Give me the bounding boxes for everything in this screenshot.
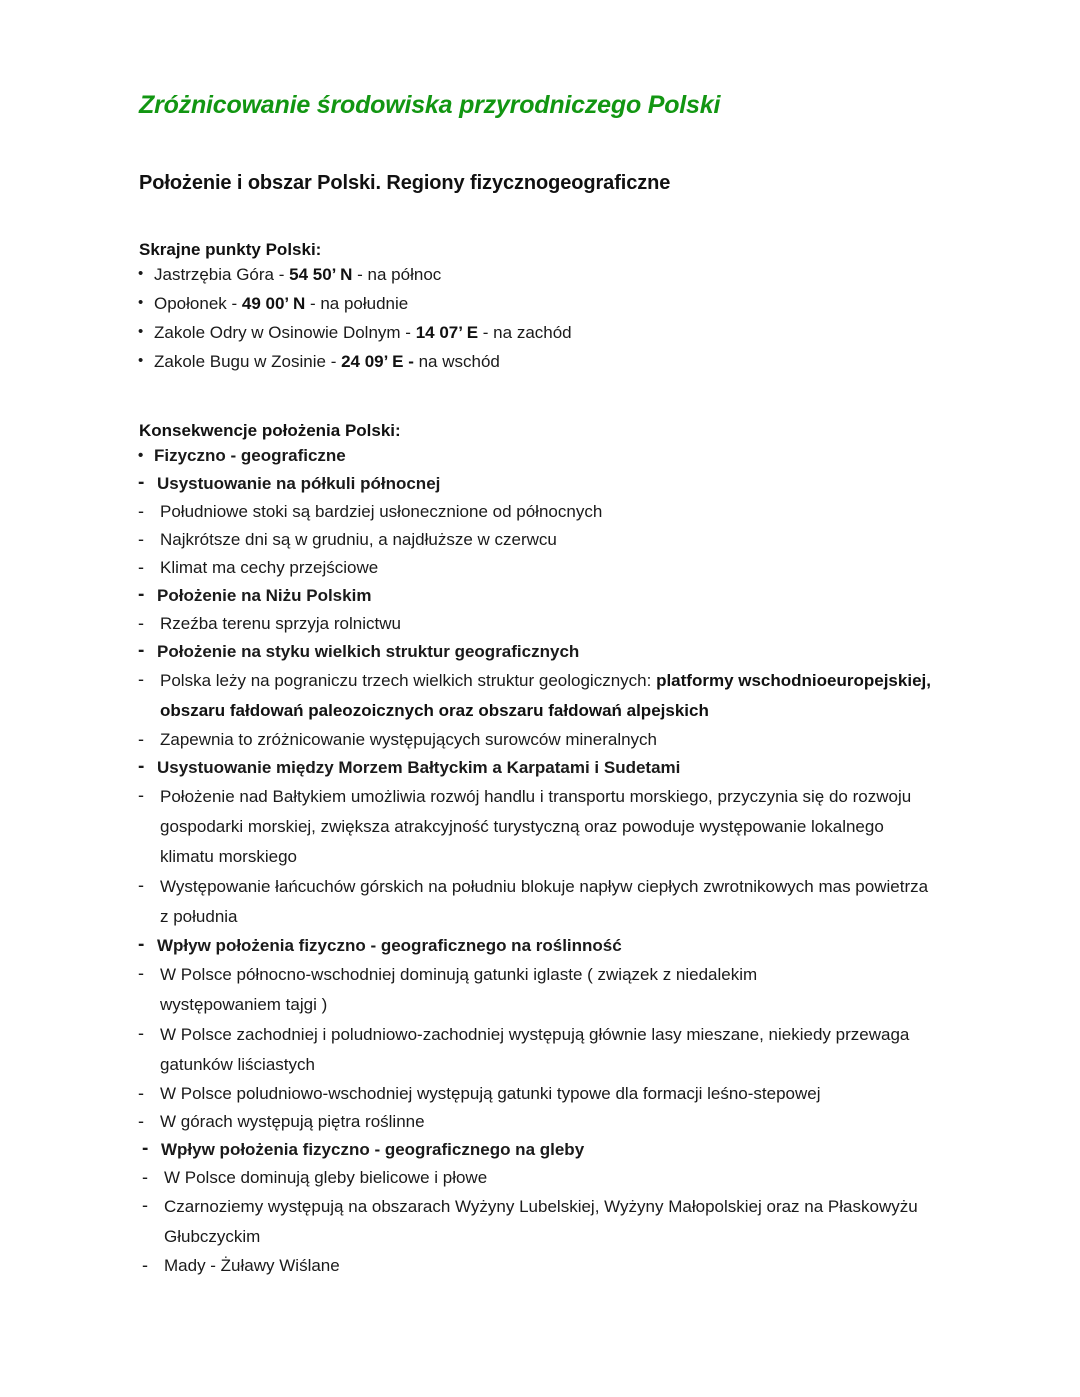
point-list (138, 610, 940, 638)
dash-icon: - (138, 962, 144, 983)
group-title-label: Usystuowanie między Morzem Bałtyckim a Karpatami i Sudetami (157, 757, 681, 777)
group-points (138, 782, 940, 932)
list-item-category (138, 442, 940, 470)
dash-icon: - (138, 1082, 144, 1103)
point-list (142, 1164, 940, 1280)
point-text: Klimat ma cechy przejściowe (160, 557, 379, 577)
list-item (142, 1192, 924, 1252)
point-direction: - na południe (305, 294, 409, 314)
dash-icon: - (138, 528, 144, 549)
list-item (138, 960, 880, 1020)
list-item (142, 1164, 940, 1192)
point-list (138, 498, 940, 582)
dash-icon: - (138, 612, 144, 633)
group-points (138, 666, 940, 754)
point-text: Południowe stoki są bardziej usłonecznione od północnych (160, 501, 603, 521)
point-text: Występowanie łańcuchów górskich na południu blokuje napływ ciepłych zwrotnikowych mas powietrza z południa (160, 876, 929, 926)
subheading-consequences: Konsekwencje położenia Polski: (139, 421, 401, 441)
list-item (138, 289, 940, 318)
list-item (138, 260, 940, 289)
point-text: W Polsce zachodniej i poludniowo-zachodniej występują głównie lasy mieszane, niekiedy przewaga gatunków liściastych (160, 1024, 910, 1074)
dash-icon: - (138, 500, 144, 521)
dash-icon: - (142, 1166, 148, 1187)
list-item (138, 554, 940, 582)
point-text: Mady - Żuławy Wiślane (164, 1255, 340, 1275)
group-title-label: Wpływ położenia fizyczno - geograficznego na roślinność (157, 935, 622, 955)
point-direction: - na północ (352, 265, 442, 285)
group-points (142, 1164, 940, 1280)
list-item (138, 526, 940, 554)
point-place: Jastrzębia Góra - (154, 265, 290, 285)
point-text: W Polsce północno-wschodniej dominują gatunki iglaste ( związek z niedalekim występowaniem tajgi ) (160, 964, 758, 1014)
dash-icon: - (142, 1194, 148, 1215)
group-title (138, 638, 940, 666)
dash-icon: - (138, 755, 145, 777)
point-text-prefix: Polska leży na pograniczu trzech wielkich struktur geologicznych: (160, 670, 657, 690)
point-text: W górach występują piętra roślinne (160, 1111, 425, 1131)
point-text: W Polsce dominują gleby bielicowe i płowe (164, 1167, 488, 1187)
dash-icon: - (138, 784, 144, 805)
bullet-icon: • (138, 446, 144, 464)
list-item (138, 498, 940, 526)
group-title-soils (142, 1136, 940, 1164)
point-list (138, 960, 940, 1136)
list-item (138, 872, 940, 932)
point-list (138, 666, 940, 754)
group-title-label: Wpływ położenia fizyczno - geograficznego na gleby (161, 1139, 585, 1159)
point-place: Opołonek - (154, 294, 242, 314)
group-points (138, 498, 940, 582)
consequences-groups (138, 470, 940, 1136)
point-direction: na wschód (413, 352, 500, 372)
point-text: Zapewnia to zróżnicowanie występujących surowców mineralnych (160, 729, 658, 749)
dash-icon: - (138, 1110, 144, 1131)
point-text: Najkrótsze dni są w grudniu, a najdłuższe w czerwcu (160, 529, 557, 549)
list-item (138, 666, 940, 726)
list-item (138, 347, 940, 376)
point-text: W Polsce poludniowo-wschodniej występują gatunki typowe dla formacji leśno-stepowej (160, 1083, 821, 1103)
point-coordinate: 24 09’ E - (341, 352, 414, 372)
group-title-label: Położenie na styku wielkich struktur geograficznych (157, 641, 580, 661)
subheading-extreme-points: Skrajne punkty Polski: (139, 240, 322, 259)
group-title (138, 754, 940, 782)
bullet-icon: • (138, 323, 144, 341)
category-label: Fizyczno - geograficzne (154, 445, 346, 465)
group-title (138, 470, 940, 498)
list-item (138, 1080, 940, 1108)
group-title (138, 932, 940, 960)
bullet-icon: • (138, 265, 144, 283)
list-item (138, 1108, 940, 1136)
group-points (138, 610, 940, 638)
dash-icon: - (138, 668, 144, 689)
bullet-icon: • (138, 294, 144, 312)
group-list (138, 470, 940, 1136)
section-heading: Położenie i obszar Polski. Regiony fizycznogeograficzne (139, 172, 671, 194)
group-title-label: Położenie na Niżu Polskim (157, 585, 372, 605)
group-points (138, 960, 940, 1136)
dash-icon: - (138, 583, 145, 605)
dash-icon: - (142, 1254, 148, 1275)
dash-icon: - (138, 933, 145, 955)
list-item (138, 726, 940, 754)
dash-icon: - (138, 471, 145, 493)
list-item (138, 318, 940, 347)
point-direction: - na zachód (478, 323, 572, 343)
list-item (142, 1252, 940, 1280)
dash-icon: - (138, 639, 145, 661)
dash-icon: - (138, 874, 144, 895)
point-coordinate: 54 50’ N (289, 265, 353, 285)
point-list (138, 782, 940, 932)
point-text: Rzeźba terenu sprzyja rolnictwu (160, 613, 401, 633)
extreme-points-list (138, 260, 940, 376)
point-text-emphasis: platformy wschodnioeuropejskiej, obszaru fałdowań paleozoicznych oraz obszaru fałdowań alpejskich (160, 670, 931, 720)
dash-icon: - (138, 728, 144, 749)
list-item (138, 1020, 930, 1080)
list-item (138, 782, 940, 872)
point-place: Zakole Bugu w Zosinie - (154, 352, 342, 372)
dash-icon: - (142, 1137, 149, 1159)
consequences-list (138, 442, 940, 1136)
point-text: Czarnoziemy występują na obszarach Wyżyny Lubelskiej, Wyżyny Małopolskiej oraz na Płaskowyżu Głubczyckim (164, 1196, 918, 1246)
point-text: Położenie nad Bałtykiem umożliwia rozwój handlu i transportu morskiego, przyczynia się do rozwoju gospodarki morskiej, zwiększa atrakcyjność turystyczną oraz powoduje występowanie lokalnego klimatu morskiego (160, 786, 912, 866)
page-title: Zróżnicowanie środowiska przyrodniczego Polski (139, 91, 721, 119)
point-coordinate: 49 00’ N (241, 294, 306, 314)
group-title-label: Usystuowanie na półkuli północnej (157, 473, 441, 493)
point-coordinate: 14 07’ E (415, 323, 479, 343)
soils-group-list (142, 1136, 940, 1280)
list-item (138, 610, 940, 638)
bullet-icon: • (138, 352, 144, 370)
dash-icon: - (138, 556, 144, 577)
group-title (138, 582, 940, 610)
dash-icon: - (138, 1022, 144, 1043)
point-place: Zakole Odry w Osinowie Dolnym - (154, 323, 416, 343)
